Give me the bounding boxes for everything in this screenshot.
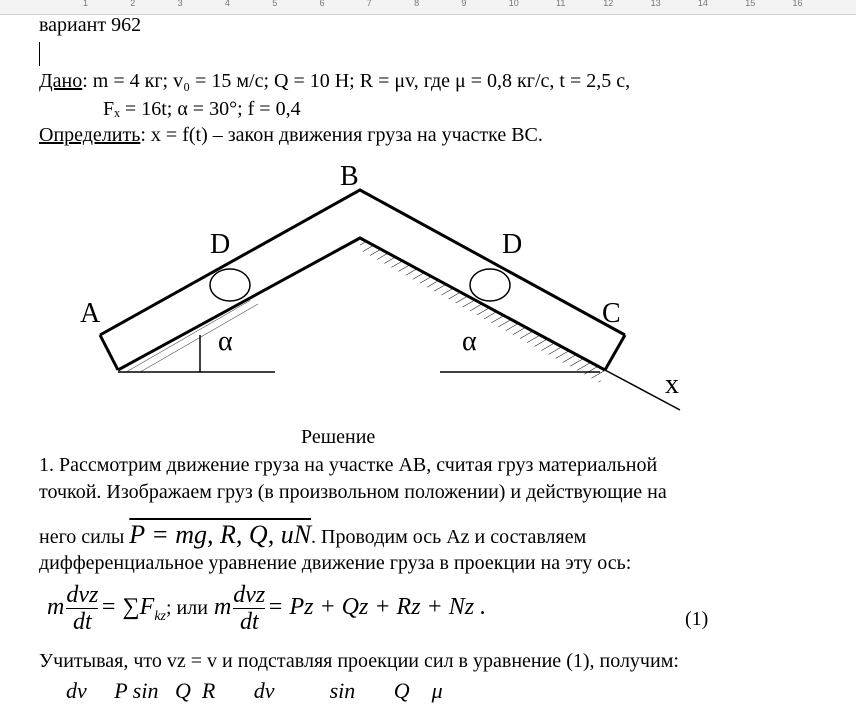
equation-1	[47, 582, 486, 635]
para1-line4: дифференциальное уравнение движение груза в проекции на эту ось:	[39, 552, 632, 574]
eq-num: dvz	[66, 582, 99, 608]
ruler-mark: 12	[603, 0, 614, 8]
eq-m: m	[213, 594, 232, 621]
eq-sub: kz	[154, 608, 166, 624]
label-d-right: D	[502, 229, 523, 260]
find-label: Определить	[39, 124, 141, 146]
given-line-2: Fₓ = 16t; α = 30°; f = 0,4	[103, 98, 301, 120]
para2-line: Учитывая, что vz = v и подставляя проекции сил в уравнение (1), получим:	[39, 650, 679, 672]
text: . Проводим ось Az и составляем	[311, 526, 587, 548]
eq-den: dt	[239, 609, 259, 635]
variant-title: вариант 962	[39, 14, 142, 36]
label-a: A	[80, 298, 101, 329]
find-text: : x = f(t) – закон движения груза на участке ВС.	[140, 124, 543, 146]
label-alpha-right: α	[462, 326, 477, 357]
label-b: B	[340, 161, 359, 192]
given-text: : m = 4 кг; v₀ = 15 м/с; Q = 10 Н; R = μv, где μ = 0,8 кг/с, t = 2,5 с,	[82, 70, 631, 92]
eq-or: ; или	[165, 597, 208, 620]
equation-number: (1)	[685, 608, 709, 630]
solution-heading: Решение	[301, 426, 376, 448]
eq-sum: = ∑F	[100, 594, 155, 621]
roller-d-left	[210, 269, 250, 301]
ruler-mark: 7	[366, 0, 372, 8]
ruler-mark: 6	[319, 0, 325, 8]
ruler-mark: 14	[697, 0, 708, 8]
ruler-mark: 10	[508, 0, 519, 8]
ruler-mark: 8	[414, 0, 420, 8]
ruler-mark: 16	[792, 0, 803, 8]
plank-top-edge	[100, 190, 625, 335]
para1-line3	[39, 520, 586, 550]
ruler-mark: 4	[224, 0, 230, 8]
given-label: Дано	[39, 70, 83, 92]
para1-line2: точкой. Изображаем груз (в произвольном положении) и действующие на	[39, 481, 667, 503]
ruler-mark: 1	[83, 0, 89, 8]
para1-line1: 1. Рассмотрим движение груза на участке АВ, считая груз материальной	[39, 454, 658, 476]
plank-bottom-edge	[118, 238, 605, 370]
forces-formula: P = mg, R, Q, uN	[129, 520, 312, 549]
label-c: C	[602, 298, 621, 329]
eq-den: dt	[73, 609, 92, 635]
ruler-mark: 11	[556, 0, 566, 8]
eq-m: m	[47, 594, 65, 621]
ruler-mark: 3	[177, 0, 183, 8]
ruler-mark: 13	[650, 0, 661, 8]
ruler-mark: 5	[272, 0, 278, 8]
eq-rhs: = Pz + Qz + Rz + Nz .	[267, 594, 487, 621]
eq-num: dvz	[233, 582, 266, 608]
label-alpha-left: α	[218, 326, 233, 357]
text: него силы	[39, 526, 125, 548]
right-slope-hatching	[360, 238, 605, 383]
roller-d-right	[470, 269, 510, 301]
label-d-left: D	[210, 229, 231, 260]
ruler-mark: 15	[745, 0, 756, 8]
ruler-mark: 2	[130, 0, 136, 8]
partial-equation: dv P sin Q R dv sin Q μ	[66, 678, 443, 703]
ruler-mark: 9	[461, 0, 467, 8]
label-x-axis: x	[665, 369, 679, 400]
